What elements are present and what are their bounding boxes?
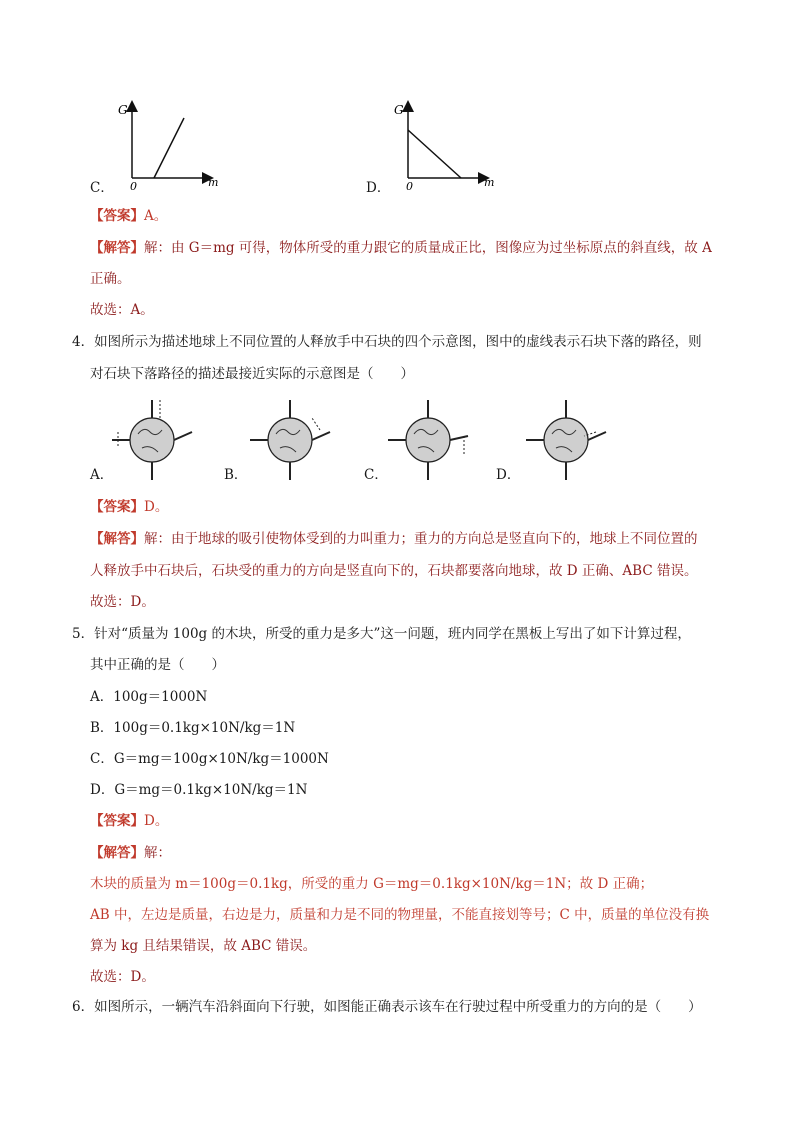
q4-explain-2: 人释放手中石块后，石块受的重力的方向是竖直向下的，石块都要落向地球，故 D 正确、ABC 错误。	[90, 563, 698, 579]
q4-option-c: C．	[364, 467, 388, 483]
q3-choose: 故选：A。	[90, 302, 154, 318]
option-d-label: D．	[366, 180, 391, 196]
globe-d	[526, 400, 606, 480]
graph-c-line	[154, 118, 184, 178]
q5-option-d: D．G＝mg＝0.1kg×10N/kg＝1N	[90, 782, 308, 798]
q5-explain-1: 木块的质量为 m＝100g＝0.1kg，所受的重力 G＝mg＝0.1kg×10N/kg＝1N；故 D 正确；	[90, 876, 654, 892]
q5-choose: 故选：D。	[90, 969, 155, 985]
globe-b	[250, 400, 330, 480]
q4-option-d: D．	[496, 467, 521, 483]
q4-stem-2: 对石块下落路径的描述最接近实际的示意图是（ ）	[90, 366, 414, 382]
q3-explain-2: 正确。	[90, 271, 131, 287]
q5-option-c: C．G＝mg＝100g×10N/kg＝1000N	[90, 751, 329, 767]
option-c-label: C．	[90, 180, 114, 196]
y-axis-label: G	[118, 103, 128, 117]
q4-option-a: A．	[90, 467, 114, 483]
q5-option-b: B．100g＝0.1kg×10N/kg＝1N	[90, 720, 296, 736]
q4-globe-figures	[90, 398, 710, 490]
q6-stem-1: 6．如图所示，一辆汽车沿斜面向下行驶，如图能正确表示该车在行驶过程中所受重力的方向的是（ ）	[72, 999, 702, 1015]
q5-answer: 【答案】D。	[90, 813, 169, 829]
q4-explain-1: 【解答】解：由于地球的吸引使物体受到的力叫重力；重力的方向总是竖直向下的，地球上不同位置的	[90, 531, 698, 547]
origin-label: 0	[406, 180, 413, 190]
q5-explain-0: 【解答】解：	[90, 845, 171, 861]
graph-d-line	[408, 130, 461, 178]
origin-label: 0	[130, 180, 137, 190]
graph-c	[110, 98, 220, 190]
globe-a	[112, 400, 192, 480]
graph-d	[386, 98, 496, 190]
y-axis-label: G	[394, 103, 404, 117]
q3-explain-1: 【解答】解：由 G＝mg 可得，物体所受的重力跟它的质量成正比，图像应为过坐标原点的斜直线，故 A	[90, 240, 712, 256]
q5-stem-1: 5．针对“质量为 100g 的木块，所受的重力是多大”这一问题，班内同学在黑板上写出了如下计算过程，	[72, 626, 691, 642]
q4-stem-1: 4．如图所示为描述地球上不同位置的人释放手中石块的四个示意图，图中的虚线表示石块下落的路径，则	[72, 334, 702, 350]
q5-explain-2: AB 中，左边是质量，右边是力，质量和力是不同的物理量，不能直接划等号；C 中，质量的单位没有换	[90, 907, 710, 923]
q3-answer: 【答案】A。	[90, 208, 168, 224]
x-axis-label: m	[208, 176, 219, 189]
q5-option-a: A．100g＝1000N	[90, 689, 208, 705]
q5-explain-3: 算为 kg 且结果错误，故 ABC 错误。	[90, 938, 317, 954]
q4-choose: 故选：D。	[90, 594, 155, 610]
q5-stem-2: 其中正确的是（ ）	[90, 657, 225, 673]
q4-answer: 【答案】D。	[90, 499, 169, 515]
x-axis-label: m	[484, 176, 495, 189]
q4-option-b: B．	[224, 467, 248, 483]
globe-c	[388, 400, 468, 480]
